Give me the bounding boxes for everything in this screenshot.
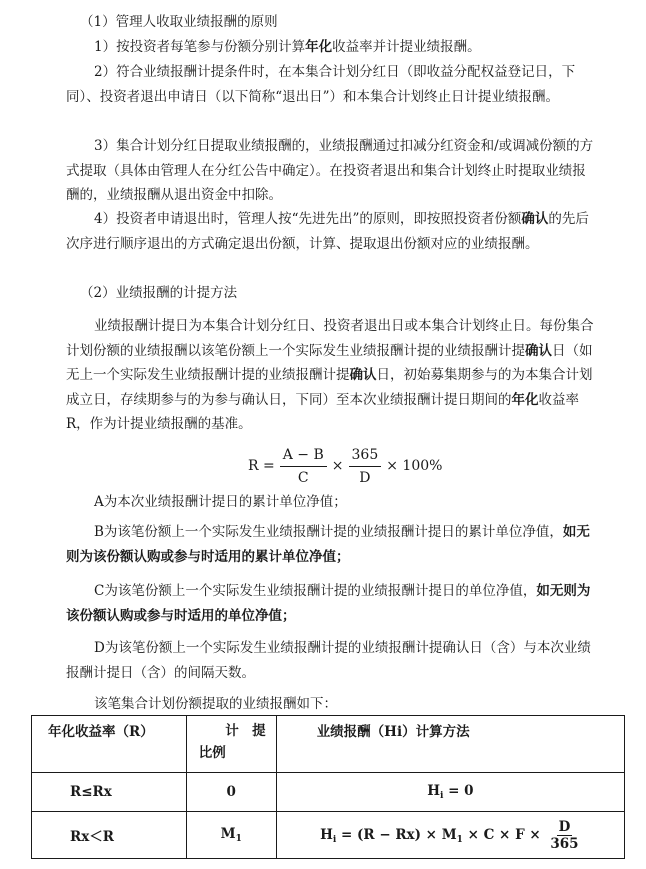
table-header-row [32,716,625,773]
formula-tail: × 100% [386,458,443,474]
paragraph-5: 业绩报酬计提日为本集合计划分红日、投资者退出日或本集合计划终止日。每份集合计划份额的业绩报酬以该笔份额上一个实际发生业绩报酬计提的业绩报酬计提确认日（如无上一个实际发生业绩报酬计提的业绩报酬计提确认日，初始募集期参与的为本集合计划成立日，存续期参与的为参与确认日，下同）至本次业绩报酬计提日期间的年化收益率R，作为计提业绩报酬的基准。 [66,318,594,432]
formula-numerator-2: 365 [349,445,382,467]
definition-c: C为该笔份额上一个实际发生业绩报酬计提的业绩报酬计提日的单位净值，如无则为该份额认购或参与时适用的单位净值； [66,583,591,624]
calc-fraction-numerator: D [558,818,571,835]
header-ratio-line1: 计 提 [225,723,266,739]
formula-fraction-1 [280,445,327,488]
definition-b: B为该笔份额上一个实际发生业绩报酬计提的业绩报酬计提日的累计单位净值，如无则为该份额认购或参与时适用的累计单位净值； [66,524,590,565]
paragraph-2: 2）符合业绩报酬计提条件时，在本集合计划分红日（即收益分配权益登记日，下同）、投资者退出申请日（以下简称“退出日”）和本集合计划终止日计提业绩报酬。 [66,64,576,105]
row-condition: Rx＜R [32,812,187,859]
section-heading-principles: （1）管理人收取业绩报酬的原则 [80,14,278,30]
formula-times: × [331,458,344,474]
header-ratio [186,716,276,773]
table-intro: 该笔集合计划份额提取的业绩报酬如下： [94,696,337,712]
formula-fraction-2 [349,445,382,488]
row-ratio: 0 [186,773,276,812]
performance-fee-table [31,715,625,859]
row-ratio: $M_1$ [186,812,276,859]
row-calc: $H_i = 0$ [276,773,624,812]
table-row [32,773,625,812]
table-row [32,812,625,859]
calc-fraction [548,819,580,852]
formula-denominator-2: D [359,469,371,486]
paragraph-4: 4）投资者申请退出时，管理人按“先进先出”的原则，即按照投资者份额确认的先后次序进行顺序退出的方式确定退出份额，计算、提取退出份额对应的业绩报酬。 [66,211,589,252]
section-heading-method: （2）业绩报酬的计提方法 [80,285,238,301]
header-annualized-return: 年化收益率（R） [32,716,187,773]
row-condition: R≤Rx [32,773,187,812]
header-ratio-line2: 比例 [198,745,226,761]
paragraph-3: 3）集合计划分红日提取业绩报酬的，业绩报酬通过扣减分红资金和/或调减份额的方式提取（具体由管理人在分红公告中确定）。在投资者退出和集合计划终止时提取业绩报酬的，业绩报酬从退出资金中扣除。 [66,138,594,203]
row-calc: $H_i = (R - Rx) \times M_1 \times C \times F$ × $\frac{D}{365}$ [276,812,624,859]
paragraph-1: 1）按投资者每笔参与份额分别计算年化收益率并计提业绩报酬。 [94,39,481,55]
header-calc-method: 业绩报酬（Hi）计算方法 [276,716,624,773]
calc-fraction-denominator: 365 [550,835,579,852]
formula-numerator-1: A − B [280,445,327,467]
formula-denominator-1: C [297,469,309,486]
definition-d: D为该笔份额上一个实际发生业绩报酬计提的业绩报酬计提确认日（含）与本次业绩报酬计提日（含）的间隔天数。 [66,640,591,681]
formula-lhs: R = [248,458,275,474]
formula-r [246,442,444,490]
definition-a: A为本次业绩报酬计提日的累计单位净值； [94,494,347,510]
